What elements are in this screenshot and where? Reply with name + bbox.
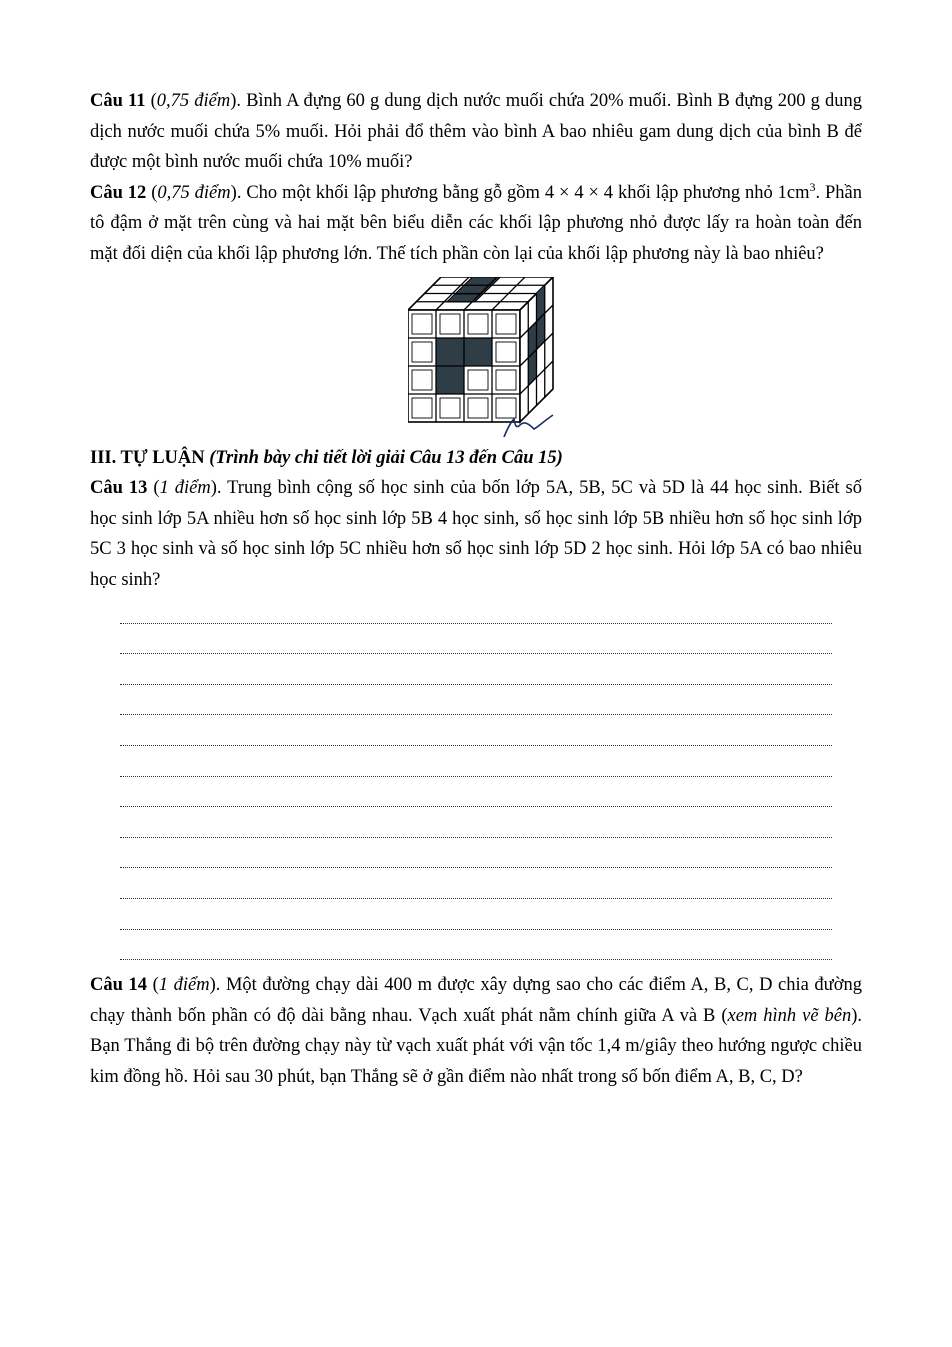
answer-line[interactable] — [120, 905, 832, 936]
question-12-points: 0,75 điểm — [157, 182, 231, 203]
question-13-label: Câu 13 — [90, 478, 148, 498]
question-12-label: Câu 12 — [90, 182, 147, 203]
question-11-label: Câu 11 — [90, 91, 146, 111]
question-11-points: 0,75 điểm — [156, 91, 231, 111]
answer-line[interactable] — [120, 874, 832, 905]
section-3-heading — [90, 443, 862, 473]
section-3-title: III. TỰ LUẬN — [90, 448, 205, 468]
question-12-text-1: . Cho một khối lập phương bằng gỗ gồm 4 × 4 × 4 khối lập phương nhỏ 1cm — [236, 182, 810, 203]
question-14-points: 1 điểm — [158, 975, 210, 996]
question-14-figure-ref: xem hình vẽ bên — [727, 1005, 852, 1026]
answer-line[interactable] — [120, 660, 832, 691]
question-13-text: . Trung bình cộng số học sinh của bốn lớp 5A, 5B, 5C và 5D là 44 học sinh. Biết số học sinh lớp 5A nhiều hơn số học sinh lớp 5B 4 học sinh, số học sinh lớp 5B nhiều hơn số học sinh lớp 5C 3 học sinh và số học sinh lớp 5C nhiều hơn số học sinh lớp 5D 2 học sinh. Hỏi lớp 5A có bao nhiêu học sinh? — [90, 478, 862, 590]
question-11: Câu 11 (0,75 điểm). Bình A đựng 60 g dung dịch nước muối chứa 20% muối. Bình B đựng 200 g dung dịch nước muối chứa 5% muối. Hỏi phải đổ thêm vào bình A bao nhiêu gam dung dịch của bình B để được một bình nước muối chứa 10% muối? — [90, 91, 862, 172]
question-14-label: Câu 14 — [90, 975, 147, 996]
question-14-text-1: . Một đường chạy dài 400 m được xây dựng sao cho các điểm A, B, C, D chia đường chạy thành bốn phần có độ dài bằng nhau. Vạch xuất phát nằm chính giữa A và B ( — [90, 975, 862, 1026]
worksheet-page — [90, 86, 862, 1092]
answer-line[interactable] — [120, 936, 832, 967]
answer-line[interactable] — [120, 844, 832, 875]
question-14: Câu 14 (1 điểm). Một đường chạy dài 400 m được xây dựng sao cho các điểm A, B, C, D chia đường chạy thành bốn phần có độ dài bằng nhau. Vạch xuất phát nằm chính giữa A và B (xem hình vẽ bên). Bạn Thắng đi bộ trên đường chạy này từ vạch xuất phát với vận tốc 1,4 m/giây theo hướng ngược chiều kim đồng hồ. Hỏi sau 30 phút, bạn Thắng sẽ ở gần điểm nào nhất trong số bốn điểm A, B, C, D? — [90, 975, 863, 1087]
question-13-points: 1 điểm — [159, 478, 211, 498]
question-12-superscript: 3 — [809, 179, 816, 194]
answer-line[interactable] — [120, 783, 832, 814]
question-14-text-2: ). Bạn Thắng đi bộ trên đường chạy này từ vạch xuất phát với vận tốc 1,4 m/giây theo hướng ngược chiều kim đồng hồ. Hỏi sau 30 phút, bạn Thắng sẽ ở gần điểm nào nhất trong số bốn điểm A, B, C, D? — [90, 1005, 863, 1087]
answer-line[interactable] — [120, 691, 832, 722]
question-11-text: . Bình A đựng 60 g dung dịch nước muối chứa 20% muối. Bình B đựng 200 g dung dịch nước muối chứa 5% muối. Hỏi phải đổ thêm vào bình A bao nhiêu gam dung dịch của bình B để được một bình nước muối chứa 10% muối? — [90, 91, 862, 172]
answer-line[interactable] — [120, 599, 832, 630]
question-13: Câu 13 (1 điểm). Trung bình cộng số học sinh của bốn lớp 5A, 5B, 5C và 5D là 44 học sinh. Biết số học sinh lớp 5A nhiều hơn số học sinh lớp 5B 4 học sinh, số học sinh lớp 5B nhiều hơn số học sinh lớp 5C 3 học sinh và số học sinh lớp 5C nhiều hơn số học sinh lớp 5D 2 học sinh. Hỏi lớp 5A có bao nhiêu học sinh? — [90, 478, 862, 590]
answer-line[interactable] — [120, 813, 832, 844]
cube-figure — [90, 277, 862, 437]
question-12: Câu 12 (0,75 điểm). Cho một khối lập phương bằng gỗ gồm 4 × 4 × 4 khối lập phương nhỏ $1cm^3$. Phần tô đậm ở mặt trên cùng và hai mặt bên biểu diễn các khối lập phương nhỏ được lấy ra hoàn toàn đến mặt đối diện của khối lập phương lớn. Thế tích phần còn lại của khối lập phương này là bao nhiêu? — [90, 179, 863, 264]
answer-lines[interactable] — [120, 599, 832, 966]
section-3-subtitle: (Trình bày chi tiết lời giải Câu 13 đến Câu 15) — [209, 448, 563, 468]
cube-diagram — [408, 277, 558, 437]
answer-line[interactable] — [120, 630, 832, 661]
answer-line[interactable] — [120, 721, 832, 752]
answer-line[interactable] — [120, 752, 832, 783]
question-12-text-2: . Phần tô đậm ở mặt trên cùng và hai mặt bên biểu diễn các khối lập phương nhỏ được lấy ra hoàn toàn đến mặt đối diện của khối lập phương lớn. Thế tích phần còn lại của khối lập phương này là bao nhiêu? — [90, 182, 863, 264]
